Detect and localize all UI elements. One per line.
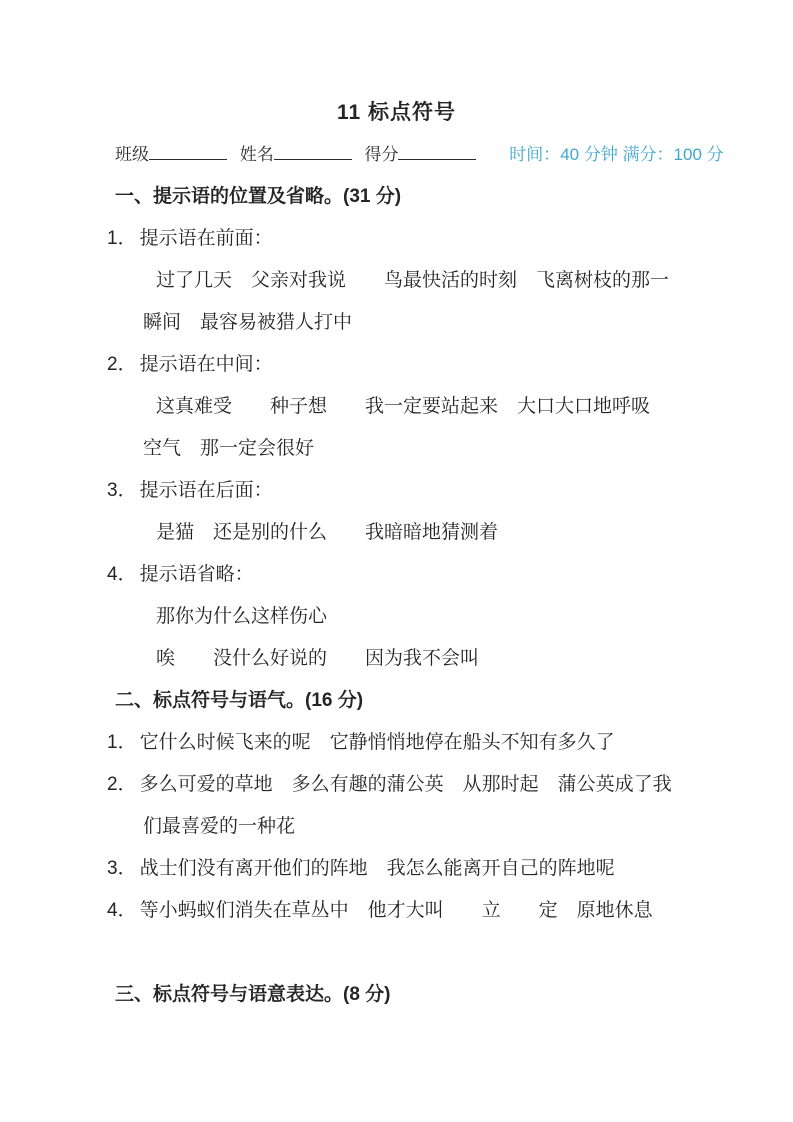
item-text: 多么可爱的草地 多么有趣的蒲公英 从那时起 蒲公英成了我 [139,774,672,795]
item-number: 3． [107,858,137,879]
section1-item3 [107,470,793,512]
section-1-heading: 一、提示语的位置及省略。(31 分) [115,186,402,207]
item-text: 提示语省略： [139,564,254,585]
section2-item1 [107,722,793,764]
section-2-heading: 二、标点符号与语气。(16 分) [115,690,364,711]
section2-item4 [107,890,793,932]
section1-item1-quote-line1: 过了几天 父亲对我说 鸟最快活的时刻 飞离树枝的那一 [156,270,670,291]
time-score-info: 时间：40 分钟 满分：100 分 [509,145,724,164]
section2-item2-cont-line: 们最喜爱的一种花 [143,816,296,837]
section1-item1 [107,218,793,260]
header-row [115,134,793,176]
item-text: 等小蚂蚁们消失在草丛中 他才大叫 立 定 原地休息 [139,900,653,921]
section2-item3 [107,848,793,890]
name-blank-line [274,144,352,160]
section1-item1-quote-line2: 瞬间 最容易被猎人打中 [143,312,353,333]
section1-item4-quote-line2: 唉 没什么好说的 因为我不会叫 [156,648,480,669]
section2-item2 [107,764,793,806]
item-text: 战士们没有离开他们的阵地 我怎么能离开自己的阵地呢 [139,858,615,879]
item-number: 2． [107,354,137,375]
section1-item3-quote-line1: 是猫 还是别的什么 我暗暗地猜测着 [156,522,499,543]
item-number: 4． [107,564,137,585]
item-number: 2． [107,774,137,795]
item-text: 提示语在前面： [139,228,273,249]
item-text: 提示语在中间： [139,354,273,375]
page-title: 11 标点符号 [336,101,457,124]
class-label: 班级 [115,145,149,164]
score-blank-line [398,144,476,160]
section1-item2 [107,344,793,386]
item-number: 3． [107,480,137,501]
item-text: 它什么时候飞来的呢 它静悄悄地停在船头不知有多久了 [139,732,615,753]
section1-item2-quote-line1: 这真难受 种子想 我一定要站起来 大口大口地呼吸 [156,396,651,417]
item-number: 4． [107,900,137,921]
section-3-heading: 三、标点符号与语意表达。(8 分) [115,984,391,1005]
score-label: 得分 [364,145,399,164]
section1-item4 [107,554,793,596]
section1-item4-quote-line1: 那你为什么这样伤心 [156,606,328,627]
item-number: 1． [107,732,137,753]
section1-item2-quote-line2: 空气 那一定会很好 [143,438,315,459]
class-blank-line [149,144,227,160]
item-number: 1． [107,228,137,249]
name-label: 姓名 [239,145,274,164]
item-text: 提示语在后面： [139,480,273,501]
